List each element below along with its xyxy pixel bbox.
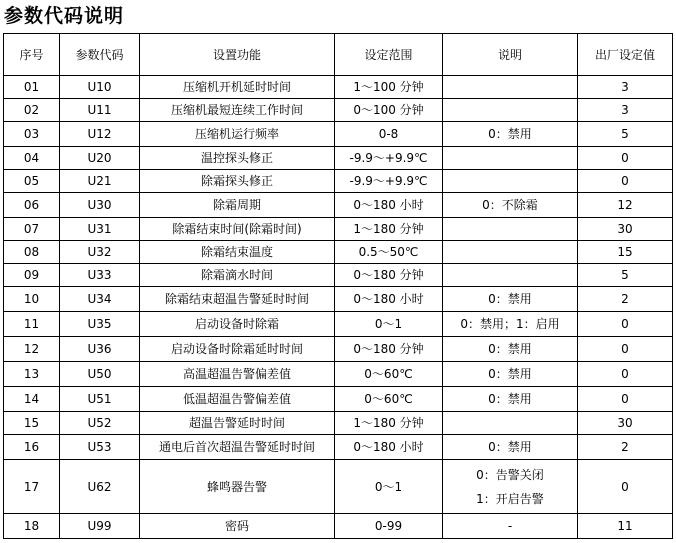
note-line: 0：禁用 [488, 292, 532, 306]
note-line: 1：开启告警 [476, 491, 544, 506]
table-row [4, 337, 673, 362]
cell-function: 启动设备时除霜延时时间 [140, 337, 335, 362]
cell-range: 1～180 分钟 [335, 412, 443, 435]
cell-default: 30 [578, 218, 673, 241]
cell-default: 11 [578, 514, 673, 539]
document-title: 参数代码说明 [4, 5, 125, 27]
cell-default: 0 [578, 147, 673, 170]
note-line: 0：不除霜 [482, 198, 538, 212]
cell-note [443, 99, 578, 122]
cell-range: -9.9～+9.9℃ [335, 170, 443, 193]
cell-no: 07 [4, 218, 60, 241]
header-no: 序号 [4, 34, 60, 76]
cell-default: 3 [578, 99, 673, 122]
cell-function: 高温超温告警偏差值 [140, 362, 335, 387]
cell-range: 0-8 [335, 122, 443, 147]
cell-code: U99 [60, 514, 140, 539]
table-row [4, 362, 673, 387]
cell-note [443, 287, 578, 312]
cell-default: 15 [578, 241, 673, 264]
table-row [4, 387, 673, 412]
cell-note [443, 362, 578, 387]
cell-range: 1～180 分钟 [335, 218, 443, 241]
cell-default: 0 [578, 337, 673, 362]
cell-note [443, 264, 578, 287]
cell-function: 启动设备时除霜 [140, 312, 335, 337]
cell-function: 低温超温告警偏差值 [140, 387, 335, 412]
table-row [4, 460, 673, 514]
cell-function: 温控探头修正 [140, 147, 335, 170]
note-line: 0：禁用 [488, 367, 532, 381]
table-row [4, 193, 673, 218]
cell-range: 0～60℃ [335, 362, 443, 387]
cell-no: 09 [4, 264, 60, 287]
cell-default: 5 [578, 264, 673, 287]
cell-function: 蜂鸣器告警 [140, 460, 335, 514]
cell-code: U34 [60, 287, 140, 312]
header-note: 说明 [443, 34, 578, 76]
cell-function: 除霜结束超温告警延时时间 [140, 287, 335, 312]
cell-note [443, 387, 578, 412]
cell-range: 0～180 小时 [335, 193, 443, 218]
note-line: 0：禁用 [488, 342, 532, 356]
cell-default: 2 [578, 435, 673, 460]
note-line: 0：禁用 [488, 127, 532, 141]
cell-note [443, 122, 578, 147]
cell-no: 10 [4, 287, 60, 312]
cell-note [443, 514, 578, 539]
cell-note [443, 412, 578, 435]
cell-function: 压缩机最短连续工作时间 [140, 99, 335, 122]
cell-no: 02 [4, 99, 60, 122]
table-row [4, 514, 673, 539]
cell-default: 0 [578, 387, 673, 412]
cell-no: 13 [4, 362, 60, 387]
cell-no: 14 [4, 387, 60, 412]
cell-note [443, 170, 578, 193]
cell-default: 2 [578, 287, 673, 312]
cell-no: 18 [4, 514, 60, 539]
cell-function: 除霜探头修正 [140, 170, 335, 193]
cell-function: 通电后首次超温告警延时时间 [140, 435, 335, 460]
cell-code: U51 [60, 387, 140, 412]
cell-no: 08 [4, 241, 60, 264]
cell-default: 0 [578, 170, 673, 193]
cell-range: 0～180 分钟 [335, 337, 443, 362]
cell-range: 0～1 [335, 312, 443, 337]
header-range: 设定范围 [335, 34, 443, 76]
cell-default: 0 [578, 460, 673, 514]
note-line: 0：禁用；1：启用 [460, 317, 560, 331]
table-row [4, 264, 673, 287]
cell-range: 0～180 分钟 [335, 264, 443, 287]
cell-no: 11 [4, 312, 60, 337]
cell-function: 密码 [140, 514, 335, 539]
cell-code: U36 [60, 337, 140, 362]
cell-function: 压缩机运行频率 [140, 122, 335, 147]
cell-default: 3 [578, 76, 673, 99]
table-row [4, 218, 673, 241]
table-row [4, 76, 673, 99]
cell-no: 17 [4, 460, 60, 514]
cell-code: U10 [60, 76, 140, 99]
cell-default: 0 [578, 362, 673, 387]
cell-function: 除霜结束时间(除霜时间) [140, 218, 335, 241]
cell-no: 01 [4, 76, 60, 99]
note-line: 0：禁用 [488, 440, 532, 454]
cell-note [443, 218, 578, 241]
parameter-table [3, 33, 673, 539]
table-row [4, 312, 673, 337]
cell-range: 0～180 小时 [335, 435, 443, 460]
header-function: 设置功能 [140, 34, 335, 76]
cell-no: 06 [4, 193, 60, 218]
note-line: 0：禁用 [488, 392, 532, 406]
cell-default: 5 [578, 122, 673, 147]
cell-note [443, 241, 578, 264]
cell-no: 12 [4, 337, 60, 362]
cell-function: 除霜结束温度 [140, 241, 335, 264]
cell-range: 0～100 分钟 [335, 99, 443, 122]
cell-code: U62 [60, 460, 140, 514]
cell-function: 除霜滴水时间 [140, 264, 335, 287]
cell-default: 30 [578, 412, 673, 435]
cell-range: 0～180 小时 [335, 287, 443, 312]
cell-range: 0～1 [335, 460, 443, 514]
cell-code: U33 [60, 264, 140, 287]
cell-code: U53 [60, 435, 140, 460]
table-row [4, 241, 673, 264]
cell-code: U12 [60, 122, 140, 147]
cell-function: 超温告警延时时间 [140, 412, 335, 435]
cell-range: 0～60℃ [335, 387, 443, 412]
cell-no: 04 [4, 147, 60, 170]
header-default: 出厂设定值 [578, 34, 673, 76]
note-line: 0：告警关闭 [476, 467, 544, 482]
table-row [4, 412, 673, 435]
cell-default: 0 [578, 312, 673, 337]
table-row [4, 147, 673, 170]
cell-code: U30 [60, 193, 140, 218]
cell-note [443, 147, 578, 170]
cell-note [443, 193, 578, 218]
cell-note [443, 460, 578, 514]
cell-range: 0.5～50℃ [335, 241, 443, 264]
cell-no: 16 [4, 435, 60, 460]
cell-note [443, 76, 578, 99]
table-row [4, 170, 673, 193]
cell-function: 压缩机开机延时时间 [140, 76, 335, 99]
table-row [4, 435, 673, 460]
cell-code: U35 [60, 312, 140, 337]
cell-no: 05 [4, 170, 60, 193]
cell-note [443, 312, 578, 337]
header-code: 参数代码 [60, 34, 140, 76]
table-row [4, 122, 673, 147]
cell-code: U31 [60, 218, 140, 241]
cell-note [443, 435, 578, 460]
table-row [4, 99, 673, 122]
cell-no: 03 [4, 122, 60, 147]
cell-code: U52 [60, 412, 140, 435]
cell-code: U32 [60, 241, 140, 264]
cell-range: 0-99 [335, 514, 443, 539]
cell-no: 15 [4, 412, 60, 435]
cell-code: U50 [60, 362, 140, 387]
cell-range: -9.9～+9.9℃ [335, 147, 443, 170]
table-row [4, 287, 673, 312]
cell-code: U21 [60, 170, 140, 193]
table-header-row [4, 34, 673, 76]
cell-code: U20 [60, 147, 140, 170]
cell-default: 12 [578, 193, 673, 218]
cell-note [443, 337, 578, 362]
cell-code: U11 [60, 99, 140, 122]
cell-range: 1～100 分钟 [335, 76, 443, 99]
note-line: - [507, 519, 513, 533]
cell-function: 除霜周期 [140, 193, 335, 218]
